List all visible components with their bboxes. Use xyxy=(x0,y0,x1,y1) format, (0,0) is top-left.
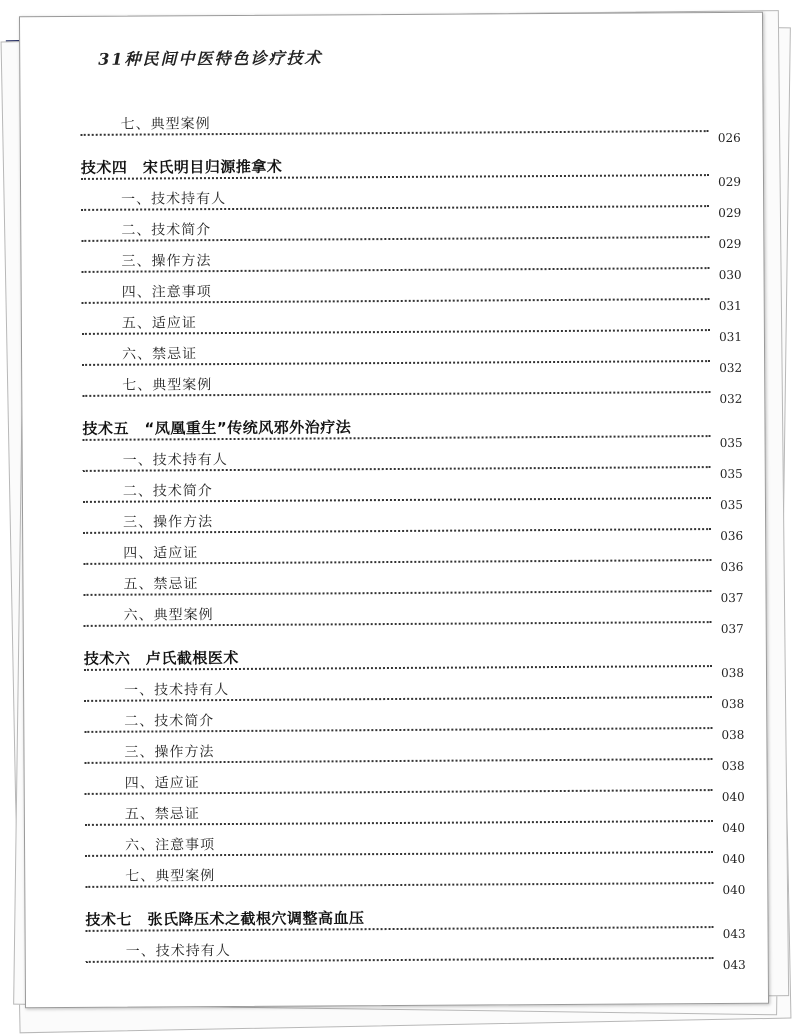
toc-page-number: 038 xyxy=(721,758,745,774)
toc-page-number: 032 xyxy=(719,360,743,376)
toc-page-number: 040 xyxy=(721,789,745,805)
toc-section-entry[interactable] xyxy=(85,857,746,898)
toc-chapter-entry[interactable] xyxy=(85,898,746,941)
toc-section-entry[interactable] xyxy=(81,105,741,146)
toc-section-entry[interactable] xyxy=(83,503,744,544)
toc-entry-label: 四、适应证 xyxy=(124,775,200,792)
running-head: 31种民间中医特色诊疗技术 xyxy=(98,48,323,69)
toc-section-entry[interactable] xyxy=(81,180,742,221)
toc-entry-label: 二、技术简介 xyxy=(122,483,213,500)
toc-entry-label: 七、典型案例 xyxy=(125,868,216,885)
toc-chapter-entry[interactable] xyxy=(80,146,742,190)
toc-page-number: 038 xyxy=(721,665,745,681)
toc-page-number: 030 xyxy=(718,267,742,283)
toc-entry-label: 七、典型案例 xyxy=(120,116,211,133)
toc-page-number: 040 xyxy=(722,851,746,867)
toc-page-number: 038 xyxy=(721,696,745,712)
toc-section-entry[interactable] xyxy=(84,596,744,637)
toc-section-entry[interactable] xyxy=(82,273,742,314)
toc-entry-label: 六、注意事项 xyxy=(124,837,216,854)
toc-chapter-entry[interactable] xyxy=(82,407,743,451)
toc-section-entry[interactable] xyxy=(82,366,743,407)
toc-section-entry[interactable] xyxy=(84,733,745,774)
toc-entry-label: 一、技术持有人 xyxy=(122,452,228,469)
toc-entry-label: 三、操作方法 xyxy=(121,253,212,270)
toc-page-number: 040 xyxy=(721,820,745,836)
toc-entry-label: 五、适应证 xyxy=(121,315,197,332)
toc-page-number: 037 xyxy=(720,621,744,637)
toc-page-number: 043 xyxy=(722,957,746,972)
toc-section-entry[interactable] xyxy=(83,472,744,513)
toc-entry-label: 一、技术持有人 xyxy=(124,682,230,699)
toc-entry-label: 技术四 宋氏明目归源推拿术 xyxy=(80,157,283,177)
toc-page-number: 038 xyxy=(721,727,745,743)
toc-page-number: 029 xyxy=(718,174,742,190)
toc-page-number: 040 xyxy=(722,882,746,898)
toc-page-number: 037 xyxy=(720,590,744,606)
toc-page-number: 026 xyxy=(717,130,741,146)
toc-page-number: 035 xyxy=(719,435,743,451)
toc-section-entry[interactable] xyxy=(81,242,742,283)
toc-entry-label: 二、技术简介 xyxy=(124,713,215,730)
toc-section-entry[interactable] xyxy=(86,932,746,972)
toc-entry-label: 五、禁忌证 xyxy=(123,576,199,593)
toc-section-entry[interactable] xyxy=(85,795,745,836)
toc-entry-label: 二、技术简介 xyxy=(121,222,212,239)
toc-page-number: 031 xyxy=(718,298,742,314)
toc-page xyxy=(19,12,769,1009)
toc-section-entry[interactable] xyxy=(83,441,743,482)
toc-page-number: 036 xyxy=(720,528,744,544)
toc-section-entry[interactable] xyxy=(81,211,742,252)
toc-page-number: 043 xyxy=(722,926,746,941)
toc-entry-label: 技术五 “凤凰重生”传统风邪外治疗法 xyxy=(82,418,352,438)
toc-entry-label: 技术七 张氏降压术之截根穴调整高血压 xyxy=(85,909,365,929)
toc-section-entry[interactable] xyxy=(85,826,746,867)
toc-entry-label: 七、典型案例 xyxy=(122,377,213,394)
toc-page-number: 032 xyxy=(719,391,743,407)
toc-entry-label: 六、禁忌证 xyxy=(121,346,198,363)
toc-page-number: 029 xyxy=(718,205,742,221)
toc-entry-label: 一、技术持有人 xyxy=(121,191,227,208)
toc-section-entry[interactable] xyxy=(83,534,744,575)
toc-section-entry[interactable] xyxy=(84,702,745,743)
toc-entry-label: 五、禁忌证 xyxy=(124,806,200,823)
toc-page-number: 035 xyxy=(719,466,743,482)
toc-entry-label: 六、典型案例 xyxy=(123,607,214,624)
toc-entry-label: 三、操作方法 xyxy=(123,514,214,531)
toc-entry-label: 技术六 卢氏截根医术 xyxy=(83,648,239,668)
toc-section-entry[interactable] xyxy=(83,565,744,606)
toc-section-entry[interactable] xyxy=(84,671,745,712)
toc-entry-label: 一、技术持有人 xyxy=(125,943,231,960)
table-of-contents xyxy=(80,105,746,972)
toc-section-entry[interactable] xyxy=(82,335,743,376)
toc-page-number: 035 xyxy=(720,497,744,513)
toc-entry-label: 三、操作方法 xyxy=(124,744,215,761)
toc-entry-label: 四、注意事项 xyxy=(121,284,212,301)
toc-page-number: 031 xyxy=(719,329,742,345)
toc-page-number: 036 xyxy=(720,559,744,575)
toc-page-number: 029 xyxy=(718,236,742,252)
toc-chapter-entry[interactable] xyxy=(83,637,745,681)
toc-section-entry[interactable] xyxy=(85,764,745,805)
toc-section-entry[interactable] xyxy=(82,304,742,345)
toc-entry-label: 四、适应证 xyxy=(123,545,199,562)
